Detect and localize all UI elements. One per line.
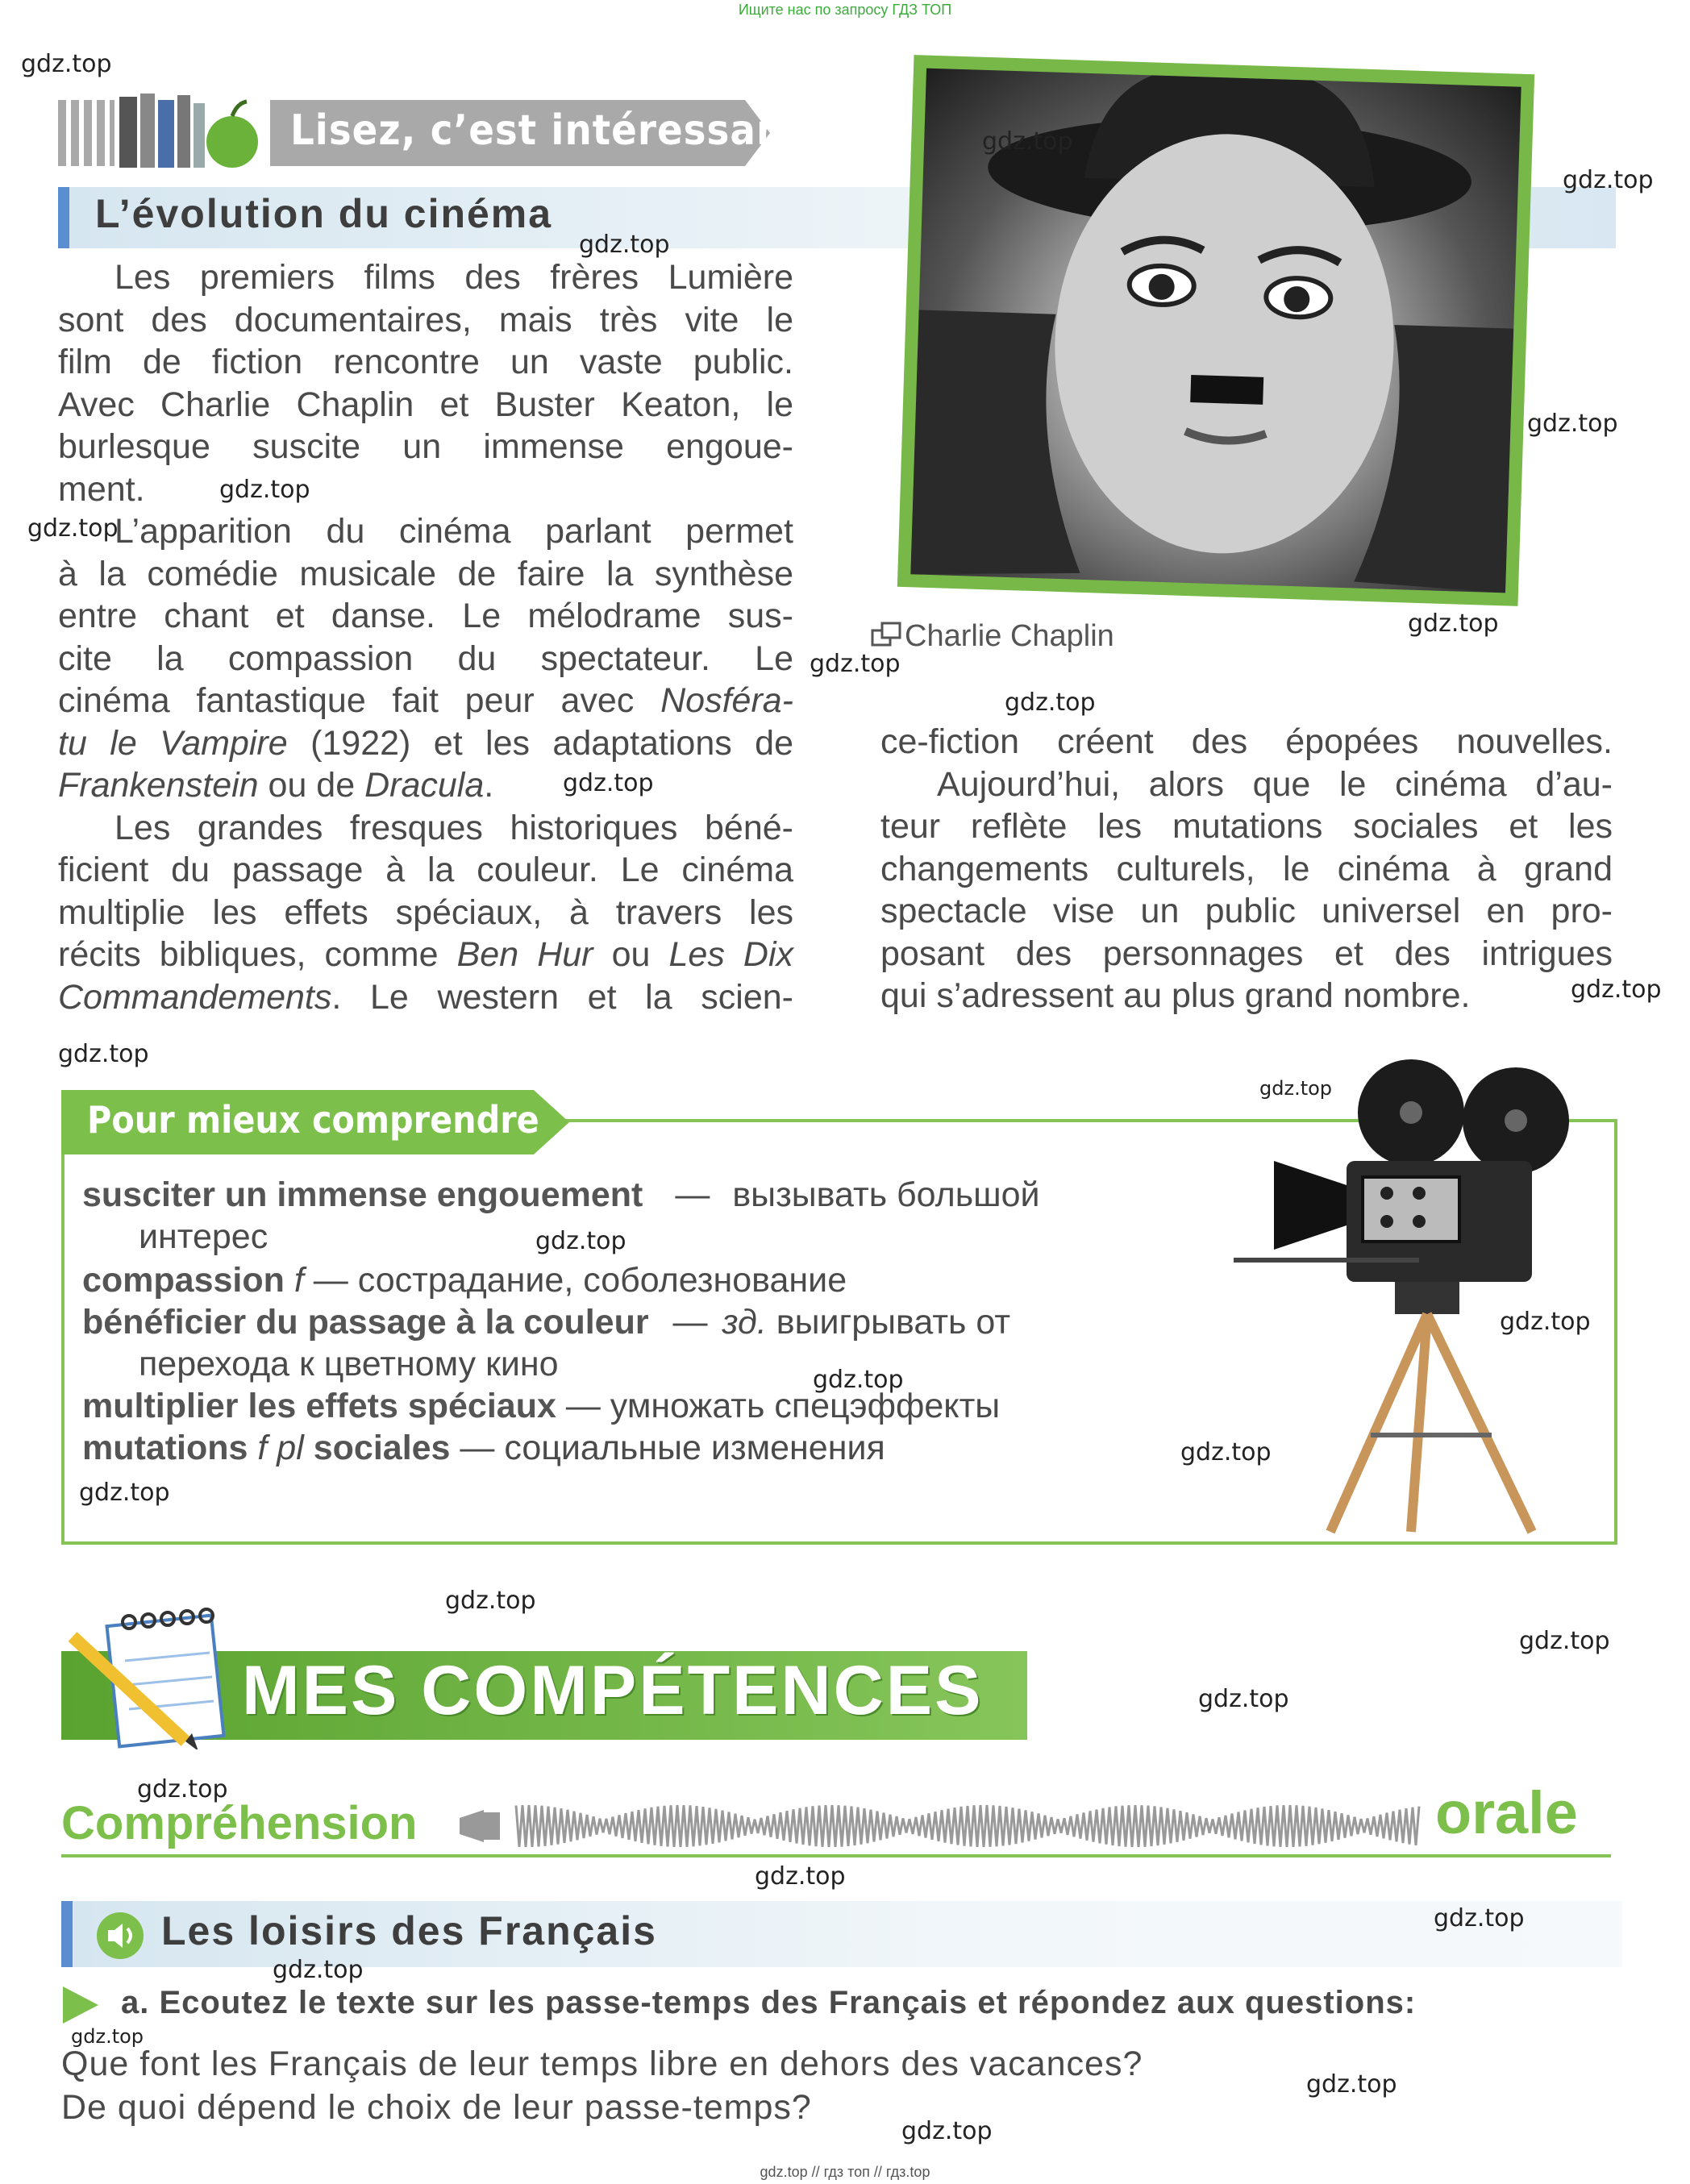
watermark: gdz.top — [1259, 1077, 1333, 1100]
question-2: De quoi dépend le choix de leur passe-temps? — [61, 2088, 812, 2127]
watermark: gdz.top — [79, 1479, 170, 1507]
watermark: gdz.top — [1519, 1627, 1610, 1655]
text-line: ce-fiction créent des épopées nouvelles. — [880, 722, 1613, 761]
comprehension-label: Compréhension — [61, 1797, 418, 1849]
watermark: gdz.top — [273, 1956, 364, 1984]
movie-camera-icon — [1226, 1056, 1580, 1540]
photo-caption: Charlie Chaplin — [905, 619, 1114, 653]
article-column-1 — [58, 256, 793, 1018]
text-line: teur reflète les mutations sociales et les — [880, 807, 1613, 846]
vocab-term: bénéficier du passage à la couleur — [82, 1303, 649, 1342]
watermark: gdz.top — [1563, 166, 1654, 194]
photo-caption-icon — [871, 621, 903, 648]
text-segment: ou de — [268, 766, 356, 805]
vocab-translation: социальные изменения — [504, 1429, 885, 1467]
film-title: Nosféra- — [660, 681, 793, 720]
film-title: Ben Hur — [456, 935, 593, 974]
film-title: Les Dix — [668, 935, 793, 974]
vocab-dash: — — [313, 1261, 348, 1300]
text-line: changements culturels, le cinéma à grand — [880, 849, 1613, 888]
text-line: Les premiers films des frères Lumière — [114, 258, 793, 297]
article-column-2 — [880, 721, 1613, 1017]
watermark: gdz.top — [1408, 609, 1499, 638]
orale-label: orale — [1435, 1779, 1578, 1846]
watermark: gdz.top — [1180, 1438, 1272, 1466]
sound-wave-decoration — [452, 1798, 1427, 1854]
film-title: Frankenstein — [58, 766, 259, 805]
watermark: gdz.top — [1527, 410, 1618, 438]
books-apple-icon — [119, 90, 264, 171]
text-line: film de fiction rencontre un vaste public. — [58, 343, 793, 381]
watermark: gdz.top — [1434, 1904, 1525, 1932]
text-line: spectacle vise un public universel en pro- — [880, 892, 1613, 930]
top-note: Ищите нас по запросу ГДЗ ТОП — [738, 2, 952, 18]
vocab-translation: умножать спецэффекты — [610, 1387, 1001, 1425]
vocab-translation-cont: интерес — [139, 1217, 268, 1256]
text-line: Avec Charlie Chaplin et Buster Keaton, le — [58, 385, 793, 424]
play-triangle-icon — [63, 1986, 100, 2024]
watermark: gdz.top — [1500, 1308, 1591, 1336]
vocab-grammar: f — [293, 1261, 304, 1300]
loisirs-title: Les loisirs des Français — [161, 1908, 657, 1953]
vocab-term: susciter un immense engouement — [82, 1175, 643, 1214]
film-title: Dracula — [364, 766, 485, 805]
watermark: gdz.top — [813, 1366, 904, 1394]
film-title: Commandements — [58, 977, 332, 1017]
vocab-dash: — — [565, 1387, 601, 1425]
text-line — [58, 764, 793, 807]
vocab-translation-cont: перехода к цветному кино — [139, 1345, 559, 1383]
text-line: Aujourd’hui, alors que le cinéma d’au- — [937, 764, 1613, 804]
watermark: gdz.top — [901, 2117, 993, 2145]
watermark: gdz.top — [219, 476, 310, 504]
text-line — [58, 680, 793, 722]
watermark: gdz.top — [137, 1775, 228, 1803]
text-line: multiplie les effets spéciaux, à travers les — [58, 892, 793, 932]
vocab-item — [82, 1259, 847, 1301]
watermark: gdz.top — [71, 2025, 144, 2048]
text-line: L’apparition du cinéma parlant permet — [114, 512, 793, 551]
watermark: gdz.top — [1198, 1685, 1289, 1713]
text-segment: . — [484, 766, 494, 805]
text-line: Les grandes fresques historiques béné- — [114, 808, 793, 847]
text-line: à la comédie musicale de faire la synthèse — [58, 554, 793, 593]
vocab-item — [82, 1301, 1010, 1343]
task-instruction: a. Ecoutez le texte sur les passe-temps des Français et répondez aux questions: — [121, 1985, 1417, 2020]
watermark: gdz.top — [58, 1040, 149, 1068]
vocab-translation: вызывать большой — [732, 1175, 1040, 1214]
text-line: ment. — [58, 469, 145, 509]
text-line: cite la compassion du spectateur. Le — [58, 639, 793, 678]
vocab-item — [82, 1427, 885, 1469]
text-line: qui s’adressent au plus grand nombre. — [880, 976, 1471, 1015]
watermark: gdz.top — [810, 650, 901, 678]
watermark: gdz.top — [535, 1227, 626, 1255]
watermark: gdz.top — [563, 769, 654, 797]
vocab-dash: — — [460, 1429, 495, 1467]
vocab-term: sociales — [313, 1429, 451, 1467]
text-segment: ou — [611, 935, 651, 974]
watermark: gdz.top — [982, 127, 1073, 156]
film-title: tu le Vampire — [58, 723, 288, 763]
vocab-item — [82, 1174, 1040, 1216]
text-segment: . Le western et la scien- — [331, 977, 793, 1017]
watermark: gdz.top — [1571, 976, 1662, 1004]
vocab-term: compassion — [82, 1261, 285, 1300]
competences-title: MES COMPÉTENCES — [242, 1652, 984, 1729]
text-line — [58, 934, 793, 976]
section-title: L’évolution du cinéma — [95, 191, 553, 236]
text-segment: récits bibliques, comme — [58, 935, 439, 974]
notebook-pencil-icon — [65, 1604, 234, 1749]
question-1: Que font les Français de leur temps libre en dehors des vacances? — [61, 2045, 1143, 2083]
text-line: burlesque suscite un immense engoue- — [58, 427, 793, 466]
text-segment: cinéma fantastique fait peur avec — [58, 681, 635, 720]
vocab-term: mutations — [82, 1429, 248, 1467]
text-line: entre chant et danse. Le mélodrame sus- — [58, 597, 793, 635]
watermark: gdz.top — [27, 514, 119, 543]
vocab-translation: выигрывать от — [776, 1303, 1011, 1342]
bottom-note: gdz.top // гдз топ // гдз.top — [760, 2164, 930, 2180]
text-line — [58, 722, 793, 765]
audio-icon — [95, 1911, 145, 1961]
text-line: posant des personnages et des intrigues — [880, 934, 1613, 973]
watermark: gdz.top — [1005, 688, 1096, 717]
text-line: sont des documentaires, mais très vite le — [58, 300, 793, 339]
text-line — [58, 976, 793, 1019]
vocab-dash: — — [675, 1175, 710, 1214]
vocab-dash: — — [672, 1303, 708, 1342]
text-line: ficient du passage à la couleur. Le cinéma — [58, 851, 793, 889]
vocabulary-title: Pour mieux comprendre — [87, 1098, 539, 1142]
book-stripes-decoration — [58, 100, 114, 166]
watermark: gdz.top — [21, 50, 112, 78]
watermark: gdz.top — [1306, 2070, 1397, 2099]
header-banner-title: Lisez, c’est intéressant — [290, 106, 803, 155]
vocab-term: multiplier les effets spéciaux — [82, 1387, 556, 1425]
vocab-translation: сострадание, соболезнование — [357, 1261, 847, 1300]
watermark: gdz.top — [755, 1862, 846, 1891]
vocab-grammar: f pl — [257, 1429, 304, 1467]
vocab-note: зд. — [722, 1303, 767, 1342]
text-segment: (1922) et les adaptations de — [310, 723, 793, 763]
watermark: gdz.top — [445, 1587, 536, 1615]
comprehension-underline — [61, 1854, 1611, 1857]
watermark: gdz.top — [579, 231, 670, 259]
